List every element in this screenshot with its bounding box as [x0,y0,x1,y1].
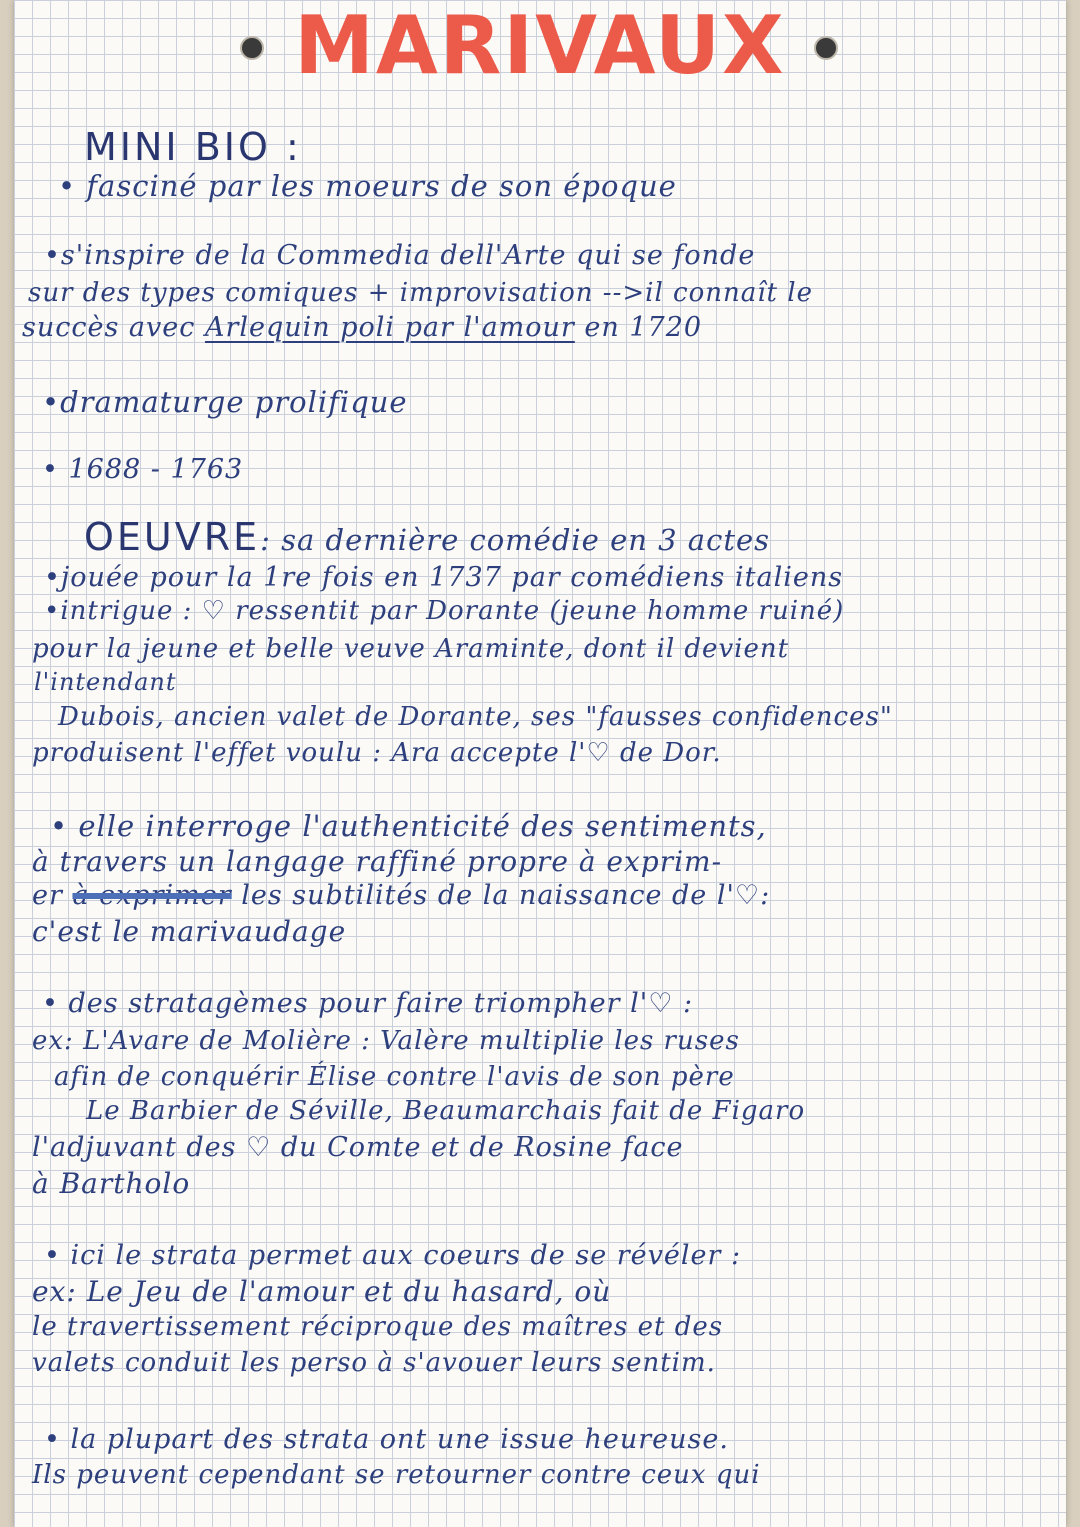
plupart-line2: Ils peuvent cependant se retourner contre ceux qui [32,1460,761,1490]
stratagemes-line3: afin de conquérir Élise contre l'avis de son père [54,1062,735,1092]
oeuvre-line-effet: produisent l'effet voulu : Ara accepte l'♡ de Dor. [32,738,722,768]
stratagemes-line1: • des stratagèmes pour faire triompher l'♡ : [42,988,694,1019]
ici-line3: le travertissement réciproque des maîtres et des [32,1312,724,1342]
plupart-line1: • la plupart des strata ont une issue heureuse. [44,1424,729,1455]
stratagemes-line2: ex: L'Avare de Molière : Valère multiplie les ruses [32,1026,740,1056]
ici-line1: • ici le strata permet aux coeurs de se révéler : [44,1240,742,1271]
ici-line2: ex: Le Jeu de l'amour et du hasard, où [32,1275,612,1308]
notebook-page [14,0,1066,1527]
marivaudage-line3-end: les subtilités de la naissance de l'♡: [231,880,771,911]
marivaudage-line3 [32,882,770,909]
oeuvre-line-araminte: pour la jeune et belle veuve Araminte, dont il devient [32,634,790,664]
oeuvre-line-intendant: l'intendant [34,668,177,696]
bio-item-dates: • 1688 - 1763 [42,454,244,485]
stratagemes-line5: l'adjuvant des ♡ du Comte et de Rosine face [32,1132,684,1163]
bio-heading: MINI BIO : [84,125,302,169]
bio-item-commedia-line1: •s'inspire de la Commedia dell'Arte qui se fonde [44,240,756,271]
bio-item-commedia-line3-start: succès avec [22,312,205,343]
bio-item-commedia-line3-end: en 1720 [574,312,703,343]
oeuvre-heading-line [84,515,771,559]
bio-item-fascine: • fasciné par les moeurs de son époque [58,169,677,203]
bio-item-commedia-line3 [22,314,702,341]
ici-line4: valets conduit les perso à s'avouer leurs sentim. [32,1348,716,1378]
marivaudage-line2: à travers un langage raffiné propre à exprim- [32,845,723,878]
stratagemes-line6: à Bartholo [32,1167,191,1200]
page-title: MARIVAUX [294,0,786,92]
oeuvre-subheading: : sa dernière comédie en 3 actes [260,523,771,557]
bio-item-commedia-line2: sur des types comiques + improvisation -->il connaît le [28,278,813,308]
marivaudage-line3-start: er [32,880,73,911]
oeuvre-line-dubois: Dubois, ancien valet de Dorante, ses "fausses confidences" [58,702,893,732]
oeuvre-line-jouee: •jouée pour la 1re fois en 1737 par comédiens italiens [44,562,844,593]
oeuvre-heading: OEUVRE [84,515,261,559]
oeuvre-line-intrigue: •intrigue : ♡ ressentit par Dorante (jeune homme ruiné) [44,596,845,626]
work-title-arlequin: Arlequin poli par l'amour [204,312,575,343]
stratagemes-line4: Le Barbier de Séville, Beaumarchais fait de Figaro [86,1096,806,1126]
notes-content [14,0,1066,1527]
bio-item-dramaturge: •dramaturge prolifique [42,385,408,419]
marivaudage-line1: • elle interroge l'authenticité des sentiments, [50,809,767,843]
struck-text: à exprimer [72,880,232,911]
marivaudage-line4: c'est le marivaudage [32,915,347,948]
